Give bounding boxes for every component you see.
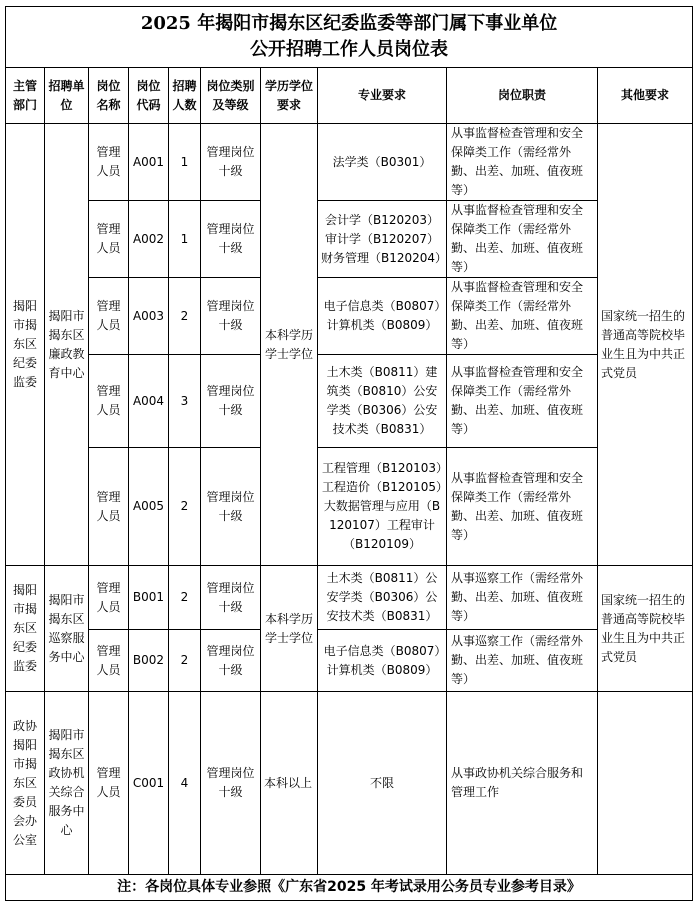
other-cell: 国家统一招生的普通高等院校毕业生且为中共正式党员 [598,124,693,566]
major-cell: 土木类（B0811）建筑类（B0810）公安学类（B0306）公安技术类（B0831） [318,355,447,448]
post-name-cell: 管理人员 [89,448,129,566]
post-name-cell: 管理人员 [89,278,129,355]
header-duty: 岗位职责 [447,68,598,124]
post-code-cell: A004 [129,355,169,448]
table-row [6,201,693,278]
table-row [6,692,693,875]
job-table-sheet [5,6,692,907]
title-row [6,7,693,68]
count-cell: 3 [169,355,201,448]
count-cell: 1 [169,124,201,201]
post-name-cell: 管理人员 [89,692,129,875]
page-title [6,7,693,68]
post-code-cell: B002 [129,630,169,692]
dept-cell: 揭阳市揭东区纪委监委 [6,124,45,566]
duty-cell: 从事监督检查管理和安全保障类工作（需经常外勤、出差、加班、值夜班等） [447,124,598,201]
table-row [6,566,693,630]
post-code-cell: A003 [129,278,169,355]
table-row [6,124,693,201]
table-row [6,278,693,355]
header-education: 学历学位要求 [261,68,318,124]
count-cell: 1 [169,201,201,278]
major-cell: 会计学（B120203）审计学（B120207）财务管理（B120204） [318,201,447,278]
category-cell: 管理岗位十级 [201,124,261,201]
header-row [6,68,693,124]
count-cell: 4 [169,692,201,875]
job-table [5,6,693,901]
major-cell: 土木类（B0811）公安学类（B0306）公安技术类（B0831） [318,566,447,630]
table-row [6,630,693,692]
title-line-2: 公开招聘工作人员岗位表 [250,39,449,60]
post-name-cell: 管理人员 [89,566,129,630]
header-other: 其他要求 [598,68,693,124]
table-row [6,355,693,448]
major-cell: 电子信息类（B0807）计算机类（B0809） [318,278,447,355]
post-name-cell: 管理人员 [89,630,129,692]
other-cell: 国家统一招生的普通高等院校毕业生且为中共正式党员 [598,566,693,692]
education-cell: 本科以上 [261,692,318,875]
header-major: 专业要求 [318,68,447,124]
post-code-cell: A002 [129,201,169,278]
category-cell: 管理岗位十级 [201,630,261,692]
dept-cell: 政协揭阳市揭东区委员会办公室 [6,692,45,875]
duty-cell: 从事政协机关综合服务和管理工作 [447,692,598,875]
count-cell: 2 [169,278,201,355]
duty-cell: 从事巡察工作（需经常外勤、出差、加班、值夜班等） [447,630,598,692]
duty-cell: 从事监督检查管理和安全保障类工作（需经常外勤、出差、加班、值夜班等） [447,355,598,448]
header-dept: 主管部门 [6,68,45,124]
count-cell: 2 [169,630,201,692]
post-name-cell: 管理人员 [89,124,129,201]
education-cell: 本科学历学士学位 [261,566,318,692]
dept-cell: 揭阳市揭东区纪委监委 [6,566,45,692]
post-name-cell: 管理人员 [89,355,129,448]
unit-cell: 揭阳市揭东区巡察服务中心 [45,566,89,692]
education-cell: 本科学历学士学位 [261,124,318,566]
category-cell: 管理岗位十级 [201,448,261,566]
header-count: 招聘人数 [169,68,201,124]
other-cell [598,692,693,875]
table-row [6,448,693,566]
category-cell: 管理岗位十级 [201,566,261,630]
header-post-code: 岗位代码 [129,68,169,124]
post-code-cell: A001 [129,124,169,201]
count-cell: 2 [169,566,201,630]
post-code-cell: A005 [129,448,169,566]
title-line-1: 2025 年揭阳市揭东区纪委监委等部门属下事业单位 [140,13,558,34]
major-cell: 电子信息类（B0807）计算机类（B0809） [318,630,447,692]
duty-cell: 从事监督检查管理和安全保障类工作（需经常外勤、出差、加班、值夜班等） [447,278,598,355]
duty-cell: 从事监督检查管理和安全保障类工作（需经常外勤、出差、加班、值夜班等） [447,448,598,566]
category-cell: 管理岗位十级 [201,278,261,355]
category-cell: 管理岗位十级 [201,692,261,875]
header-post-name: 岗位名称 [89,68,129,124]
note-row [6,875,693,901]
category-cell: 管理岗位十级 [201,201,261,278]
unit-cell: 揭阳市揭东区廉政教育中心 [45,124,89,566]
major-cell: 法学类（B0301） [318,124,447,201]
post-name-cell: 管理人员 [89,201,129,278]
duty-cell: 从事监督检查管理和安全保障类工作（需经常外勤、出差、加班、值夜班等） [447,201,598,278]
unit-cell: 揭阳市揭东区政协机关综合服务中心 [45,692,89,875]
major-cell: 不限 [318,692,447,875]
category-cell: 管理岗位十级 [201,355,261,448]
header-unit: 招聘单位 [45,68,89,124]
footnote: 注：各岗位具体专业参照《广东省2025 年考试录用公务员专业参考目录》 [6,875,693,901]
count-cell: 2 [169,448,201,566]
duty-cell: 从事巡察工作（需经常外勤、出差、加班、值夜班等） [447,566,598,630]
post-code-cell: B001 [129,566,169,630]
post-code-cell: C001 [129,692,169,875]
header-category: 岗位类别及等级 [201,68,261,124]
major-cell: 工程管理（B120103）工程造价（B120105）大数据管理与应用（B120107）工程审计（B120109） [318,448,447,566]
